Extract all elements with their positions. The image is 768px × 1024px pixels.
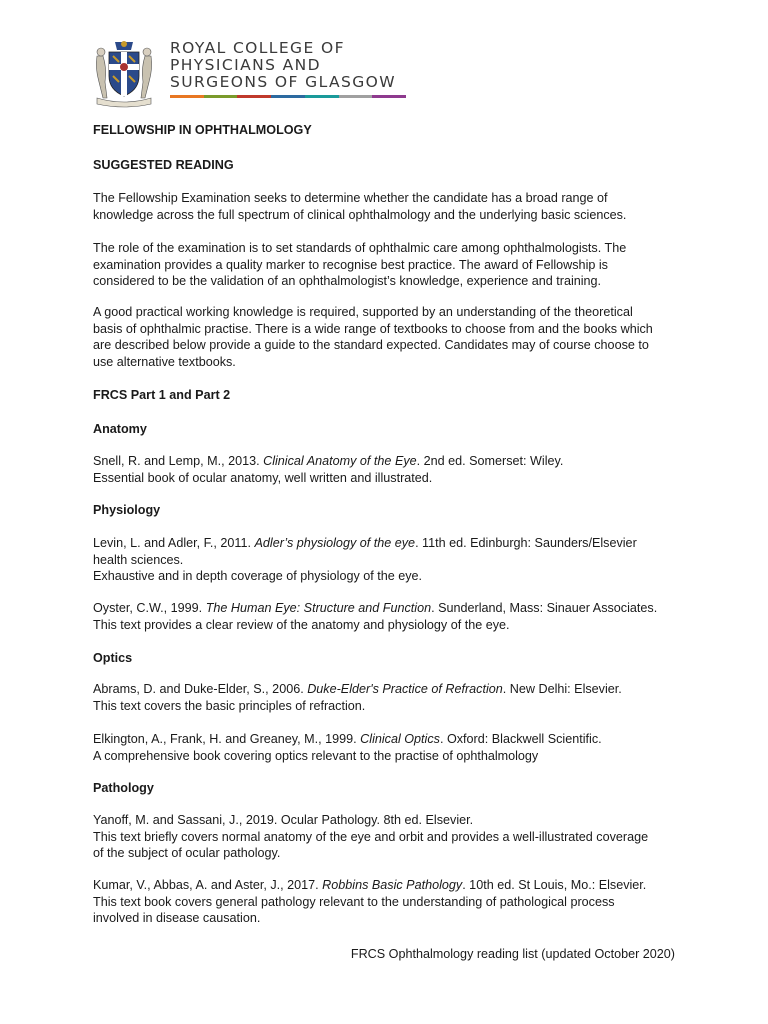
reference-description: Exhaustive and in depth coverage of physiology of the eye. <box>93 569 423 584</box>
college-name-line-2: PHYSICIANS AND <box>170 56 321 74</box>
intro-paragraph-2 <box>93 240 683 290</box>
college-name-line-1: ROYAL COLLEGE OF <box>170 39 345 57</box>
text-line: examination provides a quality marker to recognise best practice. The award of Fellowship is <box>93 257 608 272</box>
color-bar-segment <box>372 95 406 98</box>
reference-description: Essential book of ocular anatomy, well written and illustrated. <box>93 470 433 485</box>
text-line: knowledge across the full spectrum of clinical ophthalmology and the underlying basic sciences. <box>93 207 627 222</box>
text-line: are described below provide a guide to the standard expected. Candidates may of course choose to <box>93 338 649 353</box>
reference-description: involved in disease causation. <box>93 911 261 926</box>
book-title: Duke-Elder's Practice of Refraction <box>307 682 503 696</box>
college-name-line-3: SURGEONS OF GLASGOW <box>170 73 396 91</box>
reference-elkington <box>93 731 683 764</box>
reference-description: This text briefly covers normal anatomy of the eye and orbit and provides a well-illustrated coverage <box>93 829 649 844</box>
coat-of-arms-icon <box>93 38 155 108</box>
citation: Levin, L. and Adler, F., 2011. Adler’s physiology of the eye. 11th ed. Edinburgh: Saunders/Elsevier <box>93 536 637 550</box>
document-title: FELLOWSHIP IN OPHTHALMOLOGY <box>93 123 312 137</box>
text-line: basis of ophthalmic practise. There is a wide range of textbooks to choose from and the books which <box>93 321 653 336</box>
color-bar-segment <box>305 95 339 98</box>
reference-kumar <box>93 877 683 927</box>
text-line: A good practical working knowledge is required, supported by an understanding of the theoretical <box>93 305 633 319</box>
color-bar-segment <box>170 95 204 98</box>
section-heading-anatomy: Anatomy <box>93 422 147 436</box>
section-heading-physiology: Physiology <box>93 503 161 517</box>
book-title: Clinical Optics <box>360 732 440 746</box>
part-heading: FRCS Part 1 and Part 2 <box>93 388 231 402</box>
page-footer: FRCS Ophthalmology reading list (updated October 2020) <box>350 947 675 961</box>
book-title: The Human Eye: Structure and Function <box>205 601 432 615</box>
college-name <box>170 40 396 91</box>
text-line: considered to be the validation of an ophthalmologist’s knowledge, experience and training. <box>93 274 602 289</box>
section-heading-optics: Optics <box>93 651 133 665</box>
citation-continued: health sciences. <box>93 552 184 567</box>
text-line: The Fellowship Examination seeks to determine whether the candidate has a broad range of <box>93 191 608 205</box>
citation: Oyster, C.W., 1999. The Human Eye: Structure and Function. Sunderland, Mass: Sinauer Associates. <box>93 601 658 615</box>
book-title: Clinical Anatomy of the Eye <box>263 454 417 468</box>
reference-description: This text provides a clear review of the anatomy and physiology of the eye. <box>93 617 510 632</box>
document-subtitle: SUGGESTED READING <box>93 158 234 172</box>
reference-snell <box>93 453 683 486</box>
reference-description: This text covers the basic principles of refraction. <box>93 698 366 713</box>
color-bar-segment <box>339 95 373 98</box>
citation: Yanoff, M. and Sassani, J., 2019. Ocular Pathology. 8th ed. Elsevier. <box>93 813 474 827</box>
reference-description: of the subject of ocular pathology. <box>93 846 281 861</box>
citation: Snell, R. and Lemp, M., 2013. Clinical Anatomy of the Eye. 2nd ed. Somerset: Wiley. <box>93 454 564 468</box>
book-title: Robbins Basic Pathology <box>322 878 463 892</box>
text-line: use alternative textbooks. <box>93 355 236 370</box>
reference-description: This text book covers general pathology relevant to the understanding of pathological process <box>93 894 615 909</box>
intro-paragraph-3 <box>93 304 683 371</box>
intro-paragraph-1 <box>93 190 683 223</box>
color-bar-segment <box>271 95 305 98</box>
color-bar-segment <box>237 95 271 98</box>
color-bar-segment <box>204 95 238 98</box>
section-heading-pathology: Pathology <box>93 781 154 795</box>
citation: Kumar, V., Abbas, A. and Aster, J., 2017. Robbins Basic Pathology. 10th ed. St Louis, Mo.: Elsevier. <box>93 878 647 892</box>
book-title: Adler’s physiology of the eye <box>254 536 416 550</box>
reference-abrams <box>93 681 683 714</box>
brand-color-bar <box>170 95 406 98</box>
citation: Abrams, D. and Duke-Elder, S., 2006. Duke-Elder's Practice of Refraction. New Delhi: Elsevier. <box>93 682 622 696</box>
college-logo <box>93 38 413 110</box>
citation: Elkington, A., Frank, H. and Greaney, M., 1999. Clinical Optics. Oxford: Blackwell Scientific. <box>93 732 602 746</box>
reference-description: A comprehensive book covering optics relevant to the practise of ophthalmology <box>93 748 539 763</box>
reference-yanoff <box>93 812 683 862</box>
reference-levin <box>93 535 683 585</box>
text-line: The role of the examination is to set standards of ophthalmic care among ophthalmologists. The <box>93 241 627 255</box>
reference-oyster <box>93 600 683 633</box>
